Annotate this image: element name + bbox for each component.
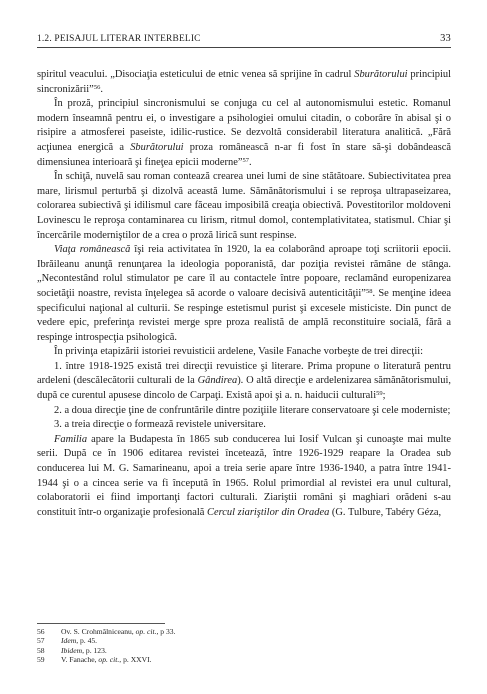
footnote-text: [61, 655, 152, 664]
footnote-reference: 59: [376, 390, 383, 398]
paragraph: [37, 97, 451, 170]
footnote: [37, 636, 451, 645]
text-run: principiul sincronizării”: [37, 69, 451, 95]
footnote-reference: 57: [242, 156, 249, 164]
paragraph: [37, 243, 451, 345]
footnote-number: 58: [37, 645, 45, 655]
paragraph: [37, 433, 451, 521]
text-run: În privinţa etapizării istoriei revuisticii ardelene, Vasile Fanache vorbeşte de trei direcţii:: [54, 346, 424, 358]
italic-text: Idem: [61, 636, 77, 646]
paragraph: [37, 360, 451, 404]
footnote-number: 56: [37, 627, 45, 636]
italic-text: Gândirea: [197, 375, 238, 387]
text-run: În schiţă, nuvelă sau roman contează crearea unei lumi de sine stătătoare. Subiectivitatea prea mare, lirismul perturbă şi dizolvă această lume. Sămănătorismului i se reproşa ultrapaseizarea, colorarea subiectivă şi idilismul care făceau imposibilă creaţia obiectivă. Povestitorilor moldoveni Lovinescu le reproşa contaminarea cu lirism, ritmul domol, contemplativitatea, statismul. Chiar şi încercările moderniştilor de a crea o proză lirică sunt respinse.: [37, 171, 451, 241]
text-run: . Se menţine ideea specificului naţional al culturii. Se respinge estetismul purist şi excesele misticiste. Din punct de vedere epic, preferinţa revistei merge spre proza realistă de amplă reconstituire socială, fără a respinge introspecţia psihologică.: [37, 287, 452, 343]
footnote-reference: 56: [93, 83, 101, 91]
italic-text: Familia: [54, 433, 88, 445]
footnotes: [37, 627, 451, 664]
text-run: În proză, principiul sincronismului se conjuga cu cel al autonomismului estetic. Romanul modern înseamnă pentru ei, o investigare a psihologiei omului citadin, o coborâre în abisal şi o risipire a atmosferei paseiste, idilic-rustice. Se dezvoltă considerabil literatura analitică. „Fără acţiunea energică a: [37, 98, 451, 153]
italic-text: op. cit.: [135, 627, 157, 636]
italic-text: Sburătorului: [130, 141, 184, 153]
text-run: , p. XXVI.: [119, 654, 152, 664]
paragraph: [37, 345, 451, 360]
header-rule: [37, 47, 451, 48]
paragraph: [37, 68, 451, 97]
section-title: 1.2. PEISAJUL LITERAR INTERBELIC: [37, 34, 201, 44]
text-run: V. Fanache,: [61, 654, 99, 664]
italic-text: Cercul ziariştilor din Oradea: [207, 506, 330, 518]
text-run: ;: [382, 390, 386, 402]
text-run: .: [248, 156, 252, 168]
footnote: [37, 627, 451, 636]
text-run: Ov. S. Crohmălniceanu,: [61, 627, 136, 636]
italic-text: Viaţa românească: [54, 244, 131, 256]
text-run: proza românească n-ar fi fost în stare să-şi dobândească dimensiunea interioară şi fineţea epicii moderne”: [37, 141, 452, 168]
paragraph: [37, 418, 451, 433]
text-run: 2. a doua direcţie ţine de confruntările dintre poziţiile literare conservatoare şi cele moderniste;: [54, 404, 451, 416]
footnote-text: [61, 627, 175, 636]
text-run: spiritul veacului. „Disociaţia esteticului de etnic venea să sprijine în cadrul: [37, 69, 355, 80]
text-run: 3. a treia direcţie o formează revistele universitare.: [54, 419, 266, 431]
footnote-text: [61, 636, 97, 645]
italic-text: op. cit.: [98, 654, 120, 664]
paragraph: [37, 170, 451, 243]
footnote-number: 59: [37, 654, 45, 664]
page-number: 33: [440, 33, 451, 44]
footnote-rule: [37, 623, 165, 624]
paragraph: [37, 404, 451, 419]
text-run: îşi reia activitatea în 1920, la ea colaborând aproape toţi scriitorii epocii. Ibrăileanu anunţă renunţarea la ideologia poporanistă, dar poziţia revistei rămâne de stânga. „Necontestând rolul stimulator pe care îl au contactele între popoare, reclamând europenizarea societăţii noastre, revista înţelegea să acorde o valoare decisivă autenticităţii”: [37, 244, 451, 299]
text-run: apare la Budapesta în 1865 sub conducerea lui Iosif Vulcan şi cunoaşte mai multe serii. După ce în 1906 editarea revistei încetează, între 1926-1929 reapare la Oradea sub conducerea lui M. G. Samarineanu, apoi a treia serie apare între 1936-1940, a patra între 1941-1944 şi o a cincea serie va fi începută în 1965. Rolul primordial al revistei era unul cultural, colaboratorii ei fiind importanţi factori culturali. Ziariştii români şi maghiari orădeni s-au constituit într-o organizaţie profesională: [37, 433, 451, 518]
italic-text: Sburătorului: [354, 69, 408, 80]
footnote-text: [61, 646, 107, 655]
text-run: , p 33.: [156, 627, 176, 636]
text-run: 1. între 1918-1925 există trei direcţii revuistice şi literare. Prima propune o literatură pentru ardeleni (descălecătorii culturali de la: [37, 360, 451, 387]
footnote-number: 57: [37, 636, 45, 646]
footnote: [37, 646, 451, 655]
footnote: [37, 655, 451, 664]
text-run: , p. 45.: [76, 636, 98, 646]
text-run: (G. Tulbure, Tabéry Géza,: [329, 506, 442, 518]
text-run: .: [100, 83, 103, 95]
italic-text: Ibidem: [61, 645, 83, 655]
body-text: [37, 68, 451, 520]
text-run: , p. 123.: [82, 645, 107, 655]
footnote-reference: 58: [365, 287, 373, 295]
running-header: [37, 33, 451, 44]
text-run: ). O altă direcţie e ardelenizarea sămănătorismului, după ce curentul apusese dincolo de Carpaţi. Există apoi şi a. n. haiducii culturali: [37, 375, 451, 402]
